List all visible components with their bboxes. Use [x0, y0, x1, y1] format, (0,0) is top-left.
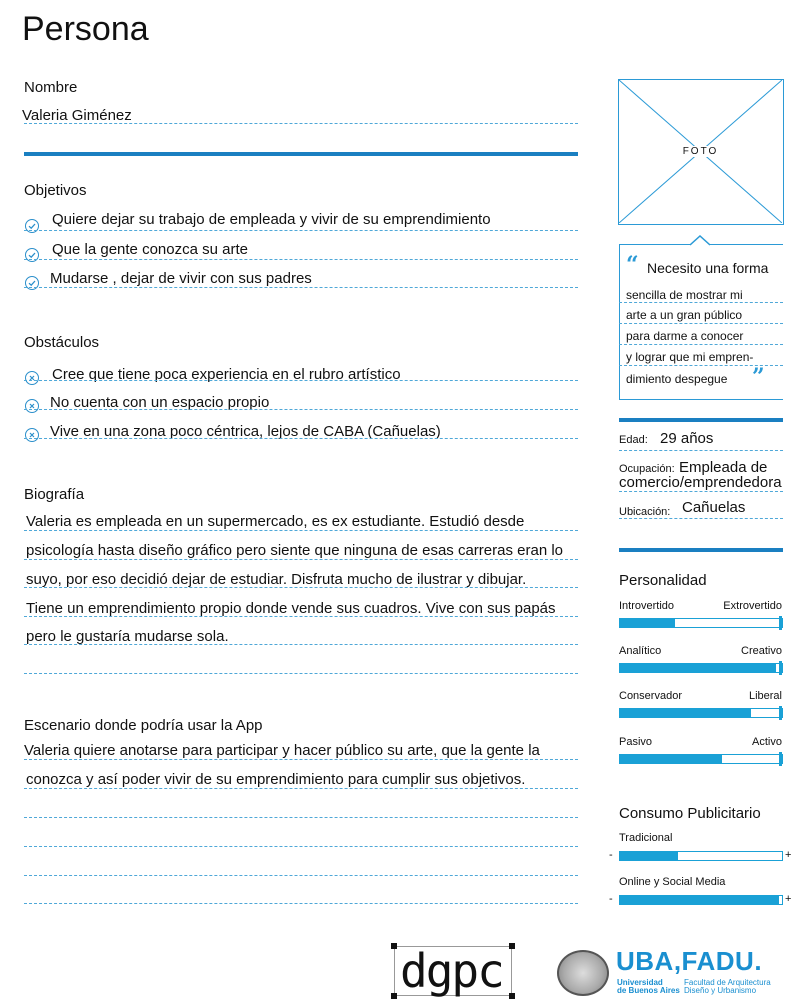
dotted-rule	[24, 409, 578, 410]
dotted-rule	[24, 817, 578, 818]
uba-sub-right-2: Diseño y Urbanismo	[684, 986, 757, 995]
trait-right-label: Liberal	[748, 690, 782, 702]
trait-right-label: Activo	[752, 736, 782, 748]
dotted-rule	[24, 287, 578, 288]
channel-bar	[619, 895, 783, 905]
dotted-rule	[619, 344, 783, 345]
quote-line: y lograr que mi empren-	[626, 350, 754, 364]
objective-item: Quiere dejar su trabajo de empleada y vivir de su emprendimiento	[52, 211, 491, 228]
trait-slider-end	[779, 752, 782, 766]
uba-seal-icon	[557, 950, 609, 996]
dotted-rule	[24, 438, 578, 439]
scenario-line: conozca y así poder vivir de su emprendimiento para cumplir sus objetivos.	[26, 771, 526, 788]
dgpc-logo	[394, 946, 512, 996]
dotted-rule	[619, 450, 783, 451]
close-quote-icon: ”	[752, 364, 765, 390]
trait-left-label: Analítico	[619, 645, 662, 657]
trait-slider-fill	[620, 664, 776, 672]
uba-sub-left-2: de Buenos Aires	[617, 986, 680, 995]
channel-bar-fill	[620, 852, 678, 860]
age-label: Edad:	[619, 434, 648, 446]
dotted-rule	[24, 123, 578, 124]
dotted-rule	[619, 518, 783, 519]
trait-slider-end	[779, 616, 782, 630]
plus-sign: +	[785, 849, 792, 861]
channel-label: Tradicional	[619, 832, 673, 844]
dotted-rule	[24, 903, 578, 904]
dotted-rule	[24, 380, 578, 381]
dotted-rule	[619, 491, 783, 492]
dotted-rule	[24, 788, 578, 789]
biography-line: suyo, por eso decidió dejar de estudiar. Disfruta mucho de ilustrar y dibujar.	[26, 571, 527, 588]
objective-item: Que la gente conozca su arte	[52, 241, 248, 258]
objective-item: Mudarse , dejar de vivir con sus padres	[50, 270, 312, 287]
dotted-rule	[24, 759, 578, 760]
x-circle-icon	[25, 428, 39, 442]
trait-left-label: Pasivo	[619, 736, 653, 748]
scenario-line: Valeria quiere anotarse para participar y hacer público su arte, que la gente la	[24, 742, 540, 759]
dotted-rule	[619, 323, 783, 324]
dotted-rule	[24, 587, 578, 588]
biography-line: Valeria es empleada en un supermercado, es ex estudiante. Estudió desde	[26, 513, 525, 530]
minus-sign: -	[609, 893, 613, 905]
name-value: Valeria Giménez	[22, 107, 132, 124]
x-circle-icon	[25, 371, 39, 385]
age-value: 29 años	[660, 430, 714, 447]
dotted-rule	[24, 644, 578, 645]
channel-bar-fill	[620, 896, 779, 904]
uba-sub-right	[684, 979, 771, 995]
obstacle-item: No cuenta con un espacio propio	[50, 394, 270, 411]
trait-slider-end	[779, 661, 782, 675]
dotted-rule	[24, 616, 578, 617]
occupation-value: Empleada de	[679, 459, 768, 476]
quote-line: para darme a conocer	[626, 329, 744, 343]
trait-left-label: Conservador	[619, 690, 682, 702]
obstacles-label: Obstáculos	[24, 334, 100, 351]
obstacle-item: Vive en una zona poco céntrica, lejos de CABA (Cañuelas)	[50, 423, 441, 440]
dotted-rule	[24, 230, 578, 231]
dotted-rule	[24, 259, 578, 260]
biography-line: Tiene un emprendimiento propio donde vende sus cuadros. Vive con sus papás	[26, 600, 556, 617]
uba-sub-left	[617, 979, 680, 995]
trait-slider-end	[779, 706, 782, 720]
trait-slider-fill	[620, 755, 722, 763]
occupation-value-2: comercio/emprendedora	[619, 474, 782, 491]
dotted-rule	[24, 875, 578, 876]
name-label: Nombre	[24, 79, 78, 96]
location-value: Cañuelas	[682, 499, 746, 516]
section-divider	[24, 152, 578, 156]
trait-slider-fill	[620, 619, 675, 627]
plus-sign: +	[785, 893, 792, 905]
occupation-label: Ocupación:	[619, 463, 675, 475]
advertising-label: Consumo Publicitario	[619, 805, 761, 822]
uba-sub-right-1: Facultad de Arquitectura	[684, 978, 771, 987]
personality-label: Personalidad	[619, 572, 707, 589]
quote-pointer	[690, 235, 710, 246]
trait-right-label: Creativo	[741, 645, 782, 657]
dotted-rule	[24, 530, 578, 531]
channel-bar	[619, 851, 783, 861]
dgpc-logo-text: dgpc	[400, 944, 503, 998]
photo-label: FOTO	[677, 146, 725, 157]
uba-sub-left-1: Universidad	[617, 978, 663, 987]
biography-line: psicología hasta diseño gráfico pero siente que ninguna de esas carreras eran lo	[26, 542, 564, 559]
dotted-rule	[24, 559, 578, 560]
trait-slider	[619, 618, 783, 628]
trait-right-label: Extrovertido	[723, 600, 782, 612]
section-divider	[619, 418, 783, 422]
channel-label: Online y Social Media	[619, 876, 726, 888]
quote-line: dimiento despegue	[626, 372, 728, 386]
obstacle-item: Cree que tiene poca experiencia en el rubro artístico	[52, 366, 401, 383]
location-label: Ubicación:	[619, 506, 671, 518]
trait-slider	[619, 663, 783, 673]
dotted-rule	[619, 365, 783, 366]
quote-line: arte a un gran público	[626, 308, 743, 322]
trait-slider-fill	[620, 709, 751, 717]
page-title: Persona	[22, 10, 149, 48]
dotted-rule	[24, 846, 578, 847]
section-divider	[619, 548, 783, 552]
trait-slider	[619, 708, 783, 718]
open-quote-icon: “	[626, 252, 639, 278]
dotted-rule	[24, 673, 578, 674]
trait-left-label: Introvertido	[619, 600, 675, 612]
quote-line: sencilla de mostrar mi	[626, 288, 743, 302]
biography-line: pero le gustaría mudarse sola.	[26, 628, 229, 645]
minus-sign: -	[609, 849, 613, 861]
photo-placeholder	[618, 79, 784, 225]
objectives-label: Objetivos	[24, 182, 87, 199]
quote-line: Necesito una forma	[647, 260, 769, 276]
dotted-rule	[619, 302, 783, 303]
trait-slider	[619, 754, 783, 764]
x-circle-icon	[25, 399, 39, 413]
uba-fadu-logo: UBA,FADU.	[616, 946, 763, 976]
scenario-label: Escenario donde podría usar la App	[24, 717, 263, 734]
biography-label: Biografía	[24, 486, 85, 503]
